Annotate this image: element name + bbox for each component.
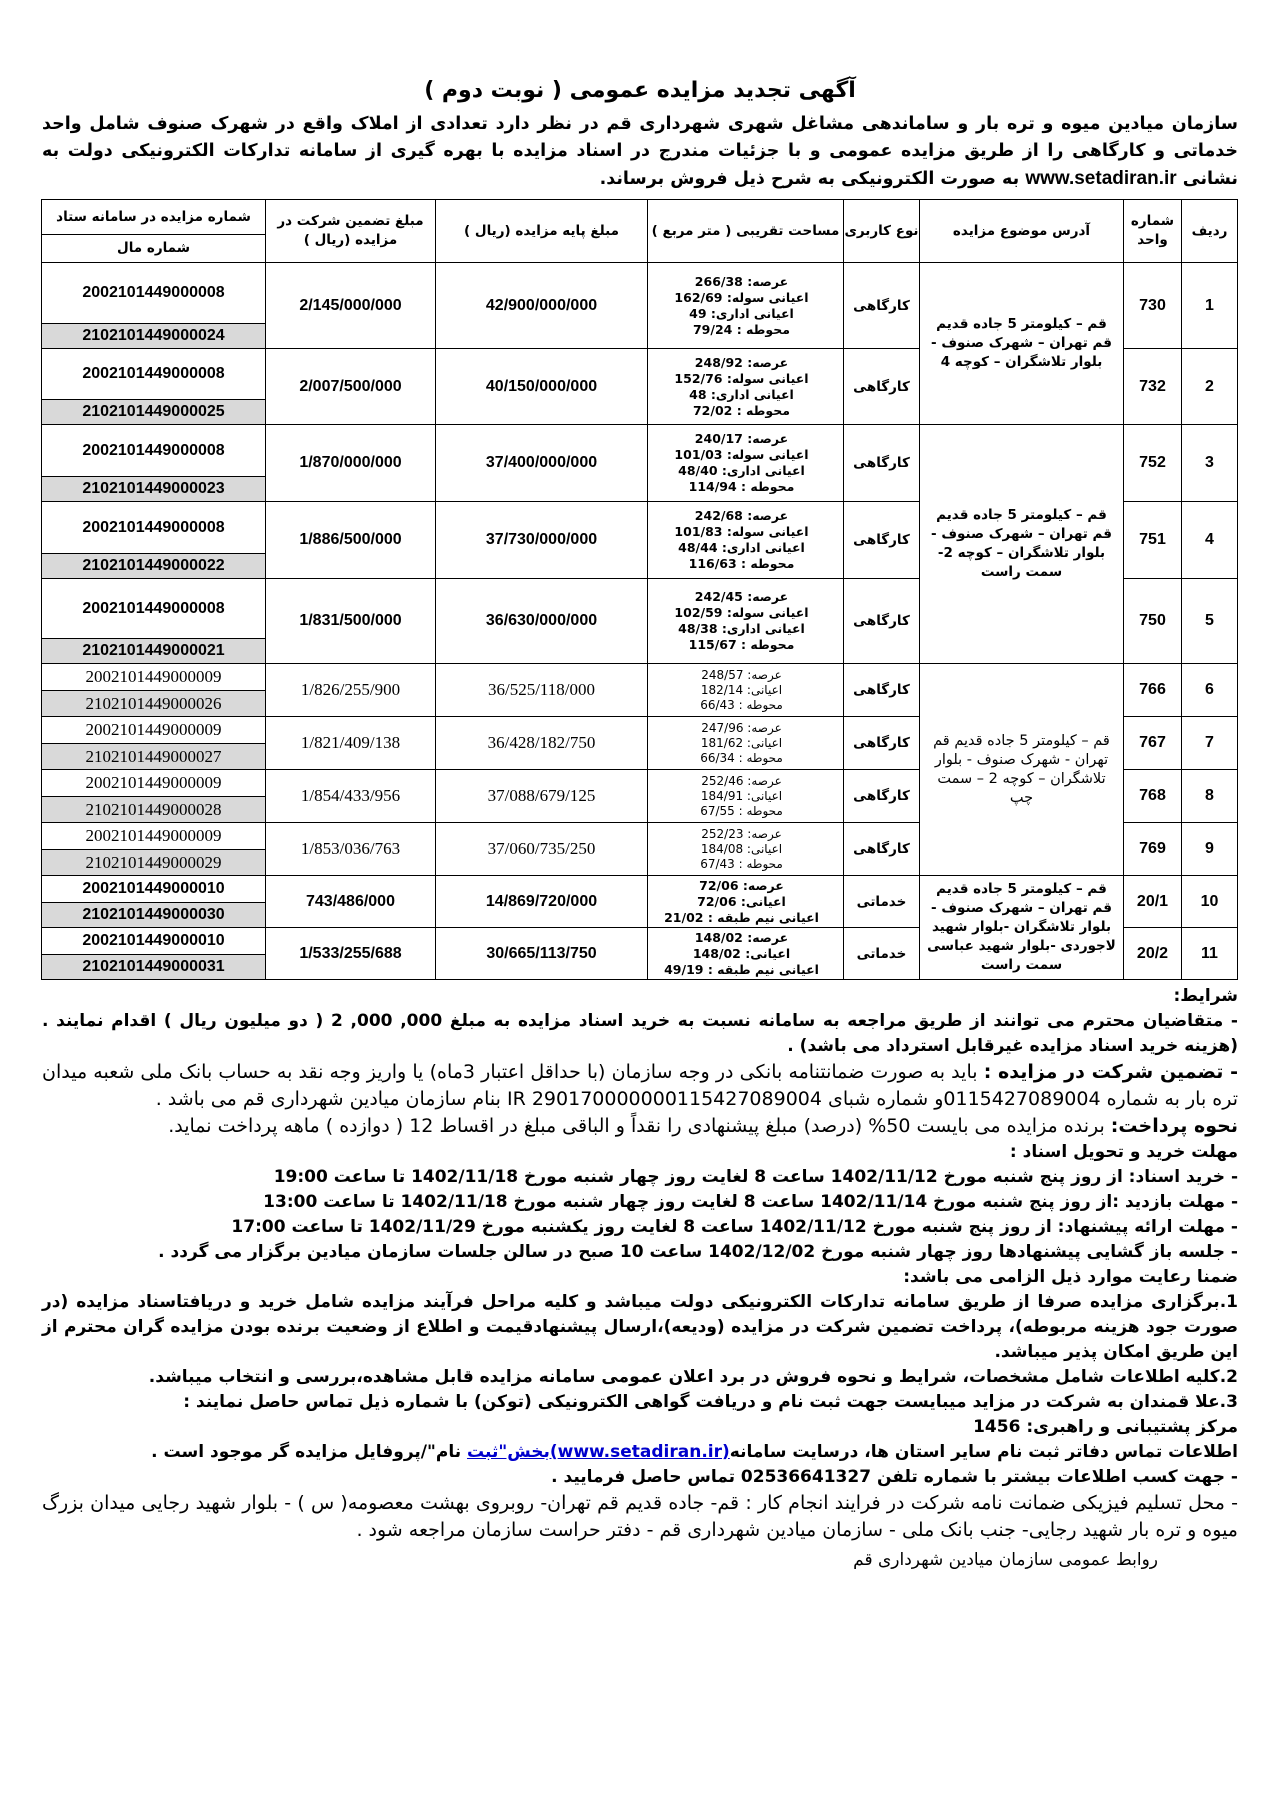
- row-number: 7: [1182, 717, 1238, 770]
- guarantee-amount: 1/821/409/138: [266, 717, 436, 770]
- property-number: 2102101449000023: [42, 477, 265, 501]
- usage-cell: کارگاهی: [844, 717, 920, 770]
- area-line: اعیانی نیم طبقه : 49/19: [664, 961, 819, 977]
- area-line: عرصه: 148/02: [694, 929, 789, 945]
- unit-number: 752: [1124, 425, 1182, 502]
- area-cell: [648, 928, 844, 980]
- auction-notice: [42, 78, 1238, 1573]
- term-proposal-deadline: - مهلت ارائه پیشنهاد: از روز پنج شنبه مورخ 1402/11/12 ساعت 8 لغایت روز یکشنبه مورخ 1402/11/29 تا ساعت 17:00: [231, 1217, 1238, 1237]
- address-cell: قم – کیلومتر 5 جاده قدیم قم تهران – شهرک صنوف - بلوار تلاشگران – کوچه 4: [920, 263, 1124, 425]
- numbers-cell: [42, 579, 266, 664]
- area-line: محوطه : 115/67: [688, 637, 795, 652]
- property-number: 2102101449000026: [42, 691, 265, 716]
- base-price: 36/428/182/750: [436, 717, 648, 770]
- setad-number: 2002101449000010: [42, 928, 265, 955]
- area-line: عرصه: 248/57: [701, 667, 782, 682]
- usage-cell: کارگاهی: [844, 349, 920, 425]
- usage-cell: کارگاهی: [844, 579, 920, 664]
- header-area: مساحت تقریبی ( متر مربع ): [648, 200, 844, 263]
- setadiran-link[interactable]: (www.setadiran.ir)بخش"ثبت: [467, 1442, 730, 1462]
- address-cell: قم – کیلومتر 5 جاده قدیم قم تهران – شهرک صنوف - بلوار تلاشگران -بلوار شهید لاجوردی -بلوار شهید عباسی سمت راست: [920, 876, 1124, 980]
- area-cell: [648, 717, 844, 770]
- usage-cell: کارگاهی: [844, 425, 920, 502]
- area-line: اعیانی سوله: 152/76: [674, 370, 809, 386]
- area-cell: [648, 425, 844, 502]
- area-line: اعیانی: 148/02: [692, 945, 791, 961]
- term-requirements-heading: ضمنا رعایت موارد ذیل الزامی می باشد:: [903, 1267, 1238, 1287]
- guarantee-amount: 1/533/255/688: [266, 928, 436, 980]
- area-line: عرصه: 240/17: [694, 431, 789, 446]
- unit-number: 766: [1124, 664, 1182, 717]
- area-line: محوطه : 79/24: [692, 321, 790, 337]
- numbers-cell: [42, 876, 266, 928]
- base-price: 37/730/000/000: [436, 502, 648, 579]
- area-cell: [648, 823, 844, 876]
- term-item-3: 3.علا قمندان به شرکت در مزاید میبایست جهت ثبت نام و دریافت گواهی الکترونیکی (توکن) با شماره ذیل تماس حاصل نمایند :: [183, 1392, 1238, 1412]
- address-cell: قم – کیلومتر 5 جاده قدیم قم تهران – شهرک صنوف - بلوار تلاشگران – کوچه 2- سمت راست: [920, 425, 1124, 664]
- area-cell: [648, 664, 844, 717]
- row-number: 11: [1182, 928, 1238, 980]
- property-number: 2102101449000021: [42, 639, 265, 663]
- area-line: عرصه: 72/06: [699, 877, 784, 893]
- setad-number: 2002101449000009: [42, 823, 265, 850]
- setad-number: 2002101449000008: [42, 349, 265, 400]
- area-line: اعیانی اداری: 48/40: [678, 463, 805, 478]
- guarantee-amount: 1/886/500/000: [266, 502, 436, 579]
- area-line: عرصه: 252/23: [701, 826, 782, 841]
- area-line: اعیانی نیم طبقه : 21/02: [664, 909, 819, 925]
- guarantee-amount: 1/826/255/900: [266, 664, 436, 717]
- area-line: محوطه : 67/43: [700, 856, 783, 871]
- unit-number: 20/2: [1124, 928, 1182, 980]
- public-relations-signature: روابط عمومی سازمان میادین شهرداری قم: [853, 1550, 1158, 1570]
- intro-text-1: سازمان میادین میوه و تره بار و ساماندهی مشاغل شهری شهرداری قم در نظر دارد تعدادی از املاک واقع در شهرک صنوف شامل واحد خدماتی و کارگاهی را از طریق مزایده عمومی و با جزئیات مندرج در اسناد مزایده با بهره گیری از سامانه تدارکات الکترونیکی دولت به نشانی: [42, 114, 1238, 189]
- term-delivery-location: - محل تسلیم فیزیکی ضمانت نامه شرکت در فرایند انجام کار : قم- جاده قدیم قم تهران- روبروی بهشت معصومه( س ) - بلوار شهید رجایی میدان بزرگ میوه و تره بار شهید رجایی- جنب بانک ملی - سازمان میادین شهرداری قم - دفتر حراست سازمان مراجعه شود .: [42, 1492, 1238, 1541]
- area-line: محوطه : 66/43: [700, 697, 783, 712]
- area-line: عرصه: 252/46: [701, 773, 782, 788]
- term-item-2: 2.کلیه اطلاعات شامل مشخصات، شرایط و نحوه فروش در برد اعلان عمومی سامانه مزایده قابل مشاهده،بررسی و انتخاب میباشد.: [148, 1367, 1238, 1387]
- usage-cell: خدماتی: [844, 876, 920, 928]
- header-property-number: شماره مال: [117, 240, 190, 256]
- area-line: اعیانی سوله: 102/59: [674, 605, 809, 620]
- term-document-fee: - متقاضیان محترم می توانند از طریق مراجعه به سامانه نسبت به خرید اسناد مزایده به مبلغ 000, 000, 2 ( دو میلیون ریال ) اقدام نمایند . (هزینه خرید اسناد مزایده غیرقابل استرداد می باشد) .: [42, 1011, 1238, 1056]
- unit-number: 20/1: [1124, 876, 1182, 928]
- intro-site: www.setadiran.ir: [1025, 168, 1177, 189]
- guarantee-amount: 2/007/500/000: [266, 349, 436, 425]
- address-cell: قم – کیلومتر 5 جاده قدیم قم تهران - شهرک صنوف - بلوار تلاشگران – کوچه 2 – سمت چپ: [920, 664, 1124, 876]
- term-opening-session: - جلسه باز گشایی پیشنهادها روز چهار شنبه مورخ 1402/12/02 ساعت 10 صبح در سالن جلسات سازمان میادین برگزار می گردد .: [158, 1242, 1238, 1262]
- numbers-cell: [42, 664, 266, 717]
- setad-number: 2002101449000008: [42, 425, 265, 477]
- term-payment-label: نحوه پرداخت:: [1110, 1115, 1238, 1137]
- table-row: [42, 425, 1238, 502]
- area-line: محوطه : 67/55: [700, 803, 783, 818]
- guarantee-amount: 1/853/036/763: [266, 823, 436, 876]
- area-line: عرصه: 242/45: [694, 589, 789, 604]
- area-line: اعیانی سوله: 162/69: [674, 289, 809, 305]
- area-line: عرصه: 247/96: [701, 720, 782, 735]
- numbers-cell: [42, 823, 266, 876]
- area-cell: [648, 349, 844, 425]
- area-line: اعیانی اداری: 48/38: [678, 621, 805, 636]
- setad-number: 2002101449000009: [42, 664, 265, 691]
- numbers-cell: [42, 717, 266, 770]
- guarantee-amount: 1/831/500/000: [266, 579, 436, 664]
- property-number: 2102101449000022: [42, 554, 265, 578]
- header-setad-number: شماره مزایده در سامانه ستاد: [42, 200, 265, 235]
- row-number: 9: [1182, 823, 1238, 876]
- header-unit: شماره واحد: [1124, 200, 1182, 263]
- guarantee-amount: 1/870/000/000: [266, 425, 436, 502]
- table-header: [42, 200, 1238, 263]
- terms-heading: شرایط:: [1173, 986, 1238, 1006]
- area-line: اعیانی اداری: 49: [689, 305, 794, 321]
- area-line: محوطه : 114/94: [688, 479, 795, 494]
- property-number: 2102101449000031: [42, 955, 265, 979]
- term-registration-text-a: اطلاعات تماس دفاتر ثبت نام سایر استان ها، درسایت سامانه: [729, 1442, 1238, 1462]
- base-price: 36/525/118/000: [436, 664, 648, 717]
- header-guarantee: مبلغ تضمین شرکت در مزایده (ریال ): [266, 200, 436, 263]
- usage-cell: کارگاهی: [844, 823, 920, 876]
- numbers-cell: [42, 349, 266, 425]
- property-number: 2102101449000025: [42, 400, 265, 424]
- guarantee-amount: 2/145/000/000: [266, 263, 436, 349]
- area-line: اعیانی سوله: 101/83: [674, 524, 809, 539]
- header-row: ردیف: [1182, 200, 1238, 263]
- area-line: عرصه: 266/38: [694, 273, 789, 289]
- term-visit-deadline: - مهلت بازدید :از روز پنج شنبه مورخ 1402/11/14 ساعت 8 لغایت روز چهار شنبه مورخ 1402/11/18 تا ساعت 13:00: [263, 1192, 1238, 1212]
- term-support-center: مرکز پشتیبانی و راهبری: 1456: [973, 1417, 1238, 1437]
- term-guarantee-label: - تضمین شرکت در مزایده :: [983, 1061, 1239, 1083]
- area-line: اعیانی: 181/62: [700, 735, 783, 750]
- area-cell: [648, 579, 844, 664]
- setad-number: 2002101449000009: [42, 717, 265, 744]
- auction-table: [41, 199, 1238, 980]
- area-cell: [648, 502, 844, 579]
- intro-text-2: به صورت الکترونیکی به شرح ذیل فروش برساند.: [599, 169, 1020, 189]
- area-line: عرصه: 242/68: [694, 508, 789, 523]
- notice-title: آگهی تجدید مزایده عمومی ( نوبت دوم ): [424, 78, 856, 103]
- base-price: 37/400/000/000: [436, 425, 648, 502]
- numbers-cell: [42, 263, 266, 349]
- base-price: 36/630/000/000: [436, 579, 648, 664]
- usage-cell: خدماتی: [844, 928, 920, 980]
- table-row: [42, 664, 1238, 717]
- area-cell: [648, 770, 844, 823]
- unit-number: 730: [1124, 263, 1182, 349]
- table-row: [42, 876, 1238, 928]
- setad-number: 2002101449000009: [42, 770, 265, 797]
- setad-number: 2002101449000008: [42, 579, 265, 639]
- usage-cell: کارگاهی: [844, 770, 920, 823]
- guarantee-amount: 1/854/433/956: [266, 770, 436, 823]
- notice-intro: [42, 111, 1238, 193]
- property-number: 2102101449000024: [42, 324, 265, 348]
- usage-cell: کارگاهی: [844, 263, 920, 349]
- unit-number: 750: [1124, 579, 1182, 664]
- row-number: 3: [1182, 425, 1238, 502]
- area-line: اعیانی: 184/08: [700, 841, 783, 856]
- row-number: 1: [1182, 263, 1238, 349]
- usage-cell: کارگاهی: [844, 664, 920, 717]
- term-guarantee: [42, 1059, 1238, 1113]
- setad-number: 2002101449000008: [42, 263, 265, 324]
- row-number: 6: [1182, 664, 1238, 717]
- property-number: 2102101449000027: [42, 744, 265, 769]
- guarantee-amount: 743/486/000: [266, 876, 436, 928]
- numbers-cell: [42, 425, 266, 502]
- term-item-1: 1.برگزاری مزایده صرفا از طریق سامانه تدارکات الکترونیکی دولت میباشد و کلیه مراحل فرآیند مزایده شامل خرید و دریافتاسناد مزایده (در صورت جود هزینه مربوطه)، پرداخت تضمین شرکت در مزایده (ودیعه)،ارسال پیشنهادقیمت و اطلاع از وضعیت برنده بودن مزایده گران محترم از این طریق امکان پذیر میباشد.: [42, 1292, 1238, 1362]
- header-numbers: [42, 200, 266, 263]
- setad-number: 2002101449000010: [42, 876, 265, 903]
- term-payment: [42, 1113, 1238, 1140]
- base-price: 37/060/735/250: [436, 823, 648, 876]
- unit-number: 751: [1124, 502, 1182, 579]
- row-number: 10: [1182, 876, 1238, 928]
- area-line: عرصه: 248/92: [694, 354, 789, 370]
- area-line: اعیانی: 72/06: [697, 893, 786, 909]
- base-price: 30/665/113/750: [436, 928, 648, 980]
- area-line: محوطه : 72/02: [692, 402, 790, 418]
- base-price: 37/088/679/125: [436, 770, 648, 823]
- area-line: اعیانی: 182/14: [700, 682, 783, 697]
- area-line: محوطه : 116/63: [688, 556, 795, 571]
- base-price: 42/900/000/000: [436, 263, 648, 349]
- area-cell: [648, 263, 844, 349]
- area-line: اعیانی: 184/91: [700, 788, 783, 803]
- area-cell: [648, 876, 844, 928]
- term-contact-phone: - جهت کسب اطلاعات بیشتر با شماره تلفن 02536641327 تماس حاصل فرمایید .: [551, 1467, 1238, 1487]
- term-payment-text: برنده مزایده می بایست 50% (درصد) مبلغ پیشنهادی را نقداً و الباقی مبلغ در اقساط 12 ( دوازده ) ماهه پرداخت نماید.: [168, 1115, 1111, 1137]
- numbers-cell: [42, 502, 266, 579]
- area-line: اعیانی اداری: 48: [689, 386, 794, 402]
- unit-number: 732: [1124, 349, 1182, 425]
- area-line: اعیانی اداری: 48/44: [678, 540, 805, 555]
- header-usage: نوع کاربری: [844, 200, 920, 263]
- base-price: 14/869/720/000: [436, 876, 648, 928]
- row-number: 2: [1182, 349, 1238, 425]
- property-number: 2102101449000028: [42, 797, 265, 822]
- term-deadlines-heading: مهلت خرید و تحویل اسناد :: [1009, 1142, 1238, 1162]
- base-price: 40/150/000/000: [436, 349, 648, 425]
- term-document-purchase: - خرید اسناد: از روز پنج شنبه مورخ 1402/11/12 ساعت 8 لغایت روز چهار شنبه مورخ 1402/11/18 تا ساعت 19:00: [273, 1167, 1238, 1187]
- term-registration-text-b: نام"/پروفایل مزایده گر موجود است .: [151, 1442, 468, 1462]
- numbers-cell: [42, 770, 266, 823]
- setad-number: 2002101449000008: [42, 502, 265, 554]
- numbers-cell: [42, 928, 266, 980]
- terms-section: [42, 984, 1238, 1573]
- area-line: اعیانی سوله: 101/03: [674, 447, 809, 462]
- row-number: 4: [1182, 502, 1238, 579]
- row-number: 8: [1182, 770, 1238, 823]
- header-address: آدرس موضوع مزایده: [920, 200, 1124, 263]
- unit-number: 769: [1124, 823, 1182, 876]
- unit-number: 768: [1124, 770, 1182, 823]
- unit-number: 767: [1124, 717, 1182, 770]
- property-number: 2102101449000030: [42, 903, 265, 927]
- term-registration-offices: [42, 1440, 1238, 1465]
- header-base-price: مبلغ پایه مزایده (ریال ): [436, 200, 648, 263]
- property-number: 2102101449000029: [42, 850, 265, 875]
- table-row: [42, 263, 1238, 349]
- usage-cell: کارگاهی: [844, 502, 920, 579]
- row-number: 5: [1182, 579, 1238, 664]
- area-line: محوطه : 66/34: [700, 750, 783, 765]
- term-guarantee-text: باید به صورت ضمانتنامه بانکی در وجه سازمان (با حداقل اعتبار 3ماه) یا واریز وجه نقد به حساب بانک ملی شعبه میدان تره بار به شماره 0115427089004و شماره شبای IR 290170000000115427089004 بنام سازمان میادین شهرداری قم می باشد .: [42, 1061, 1238, 1110]
